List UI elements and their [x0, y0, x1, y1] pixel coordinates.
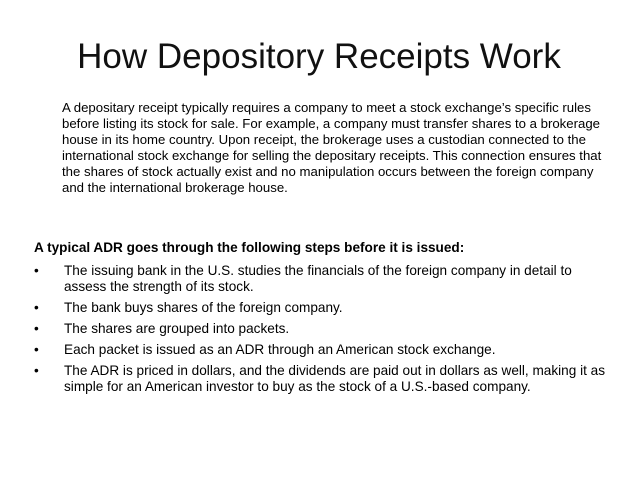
step-text: The issuing bank in the U.S. studies the financials of the foreign company in detail to assess the strength of its stock. [64, 263, 572, 294]
step-text: The shares are grouped into packets. [64, 321, 290, 336]
list-item [34, 321, 614, 337]
list-item [34, 342, 614, 358]
bullet-icon: • [34, 321, 39, 336]
list-item [34, 363, 614, 395]
step-text: The bank buys shares of the foreign company. [64, 300, 343, 315]
bullet-icon: • [34, 342, 39, 357]
bullet-icon: • [34, 300, 39, 315]
bullet-icon: • [34, 363, 39, 378]
bullet-icon: • [34, 263, 39, 278]
slide-title: How Depository Receipts Work [77, 37, 561, 76]
step-text: Each packet is issued as an ADR through an American stock exchange. [64, 342, 496, 357]
steps-list [34, 263, 614, 400]
list-item [34, 263, 614, 295]
intro-paragraph: A depositary receipt typically requires a company to meet a stock exchange’s specific rules before listing its stock for sale. For example, a company must transfer shares to a brokerage house in its home country. Upon receipt, the brokerage uses a custodian connected to the international stock exchange for selling the depositary receipts. This connection ensures that the shares of stock actually exist and no manipulation occurs between the foreign company and the international brokerage house. [62, 100, 602, 195]
step-text: The ADR is priced in dollars, and the dividends are paid out in dollars as well, making it as simple for an American investor to buy as the stock of a U.S.-based company. [64, 363, 606, 394]
list-item [34, 300, 614, 316]
steps-heading: A typical ADR goes through the following steps before it is issued: [34, 240, 465, 255]
